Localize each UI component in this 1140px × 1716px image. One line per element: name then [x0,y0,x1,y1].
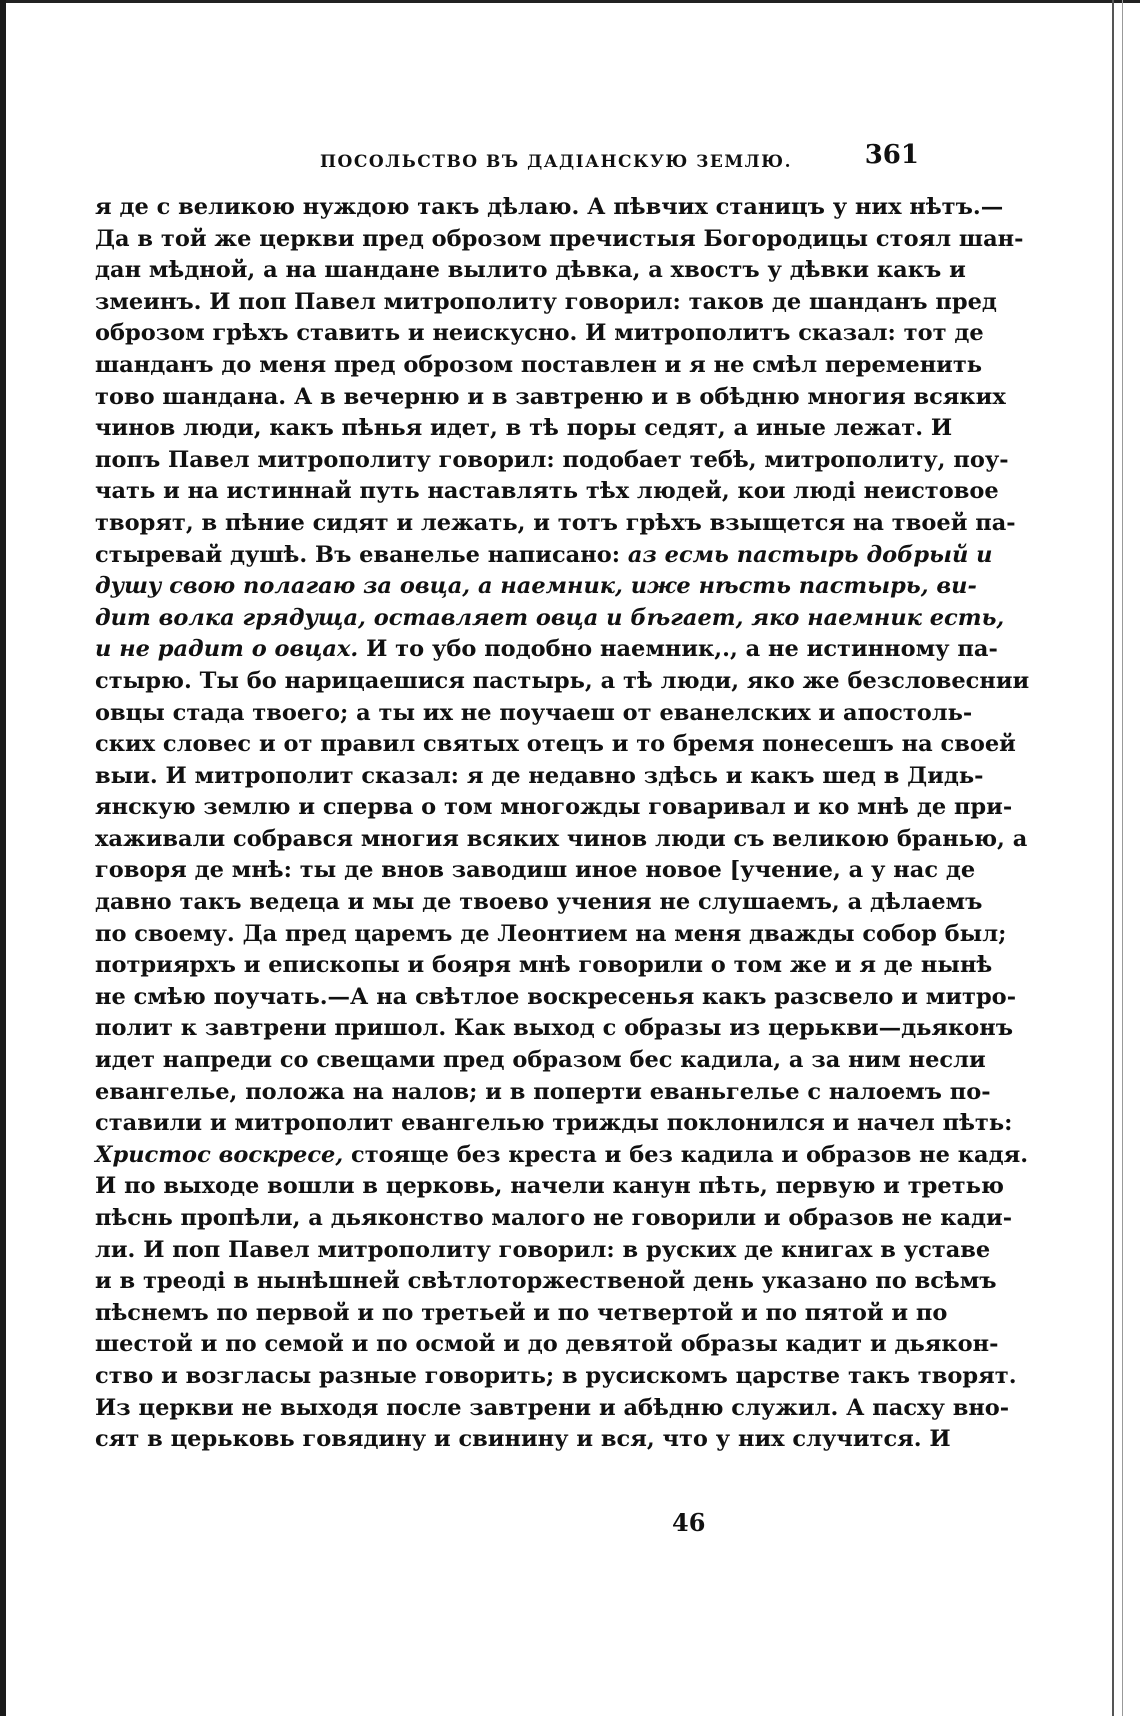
text-line: ли. И поп Павел митрополиту говорил: в руских де книгах в уставе [95,1236,991,1263]
text-line: Да в той же церкви пред оброзом пречистыя Богородицы стоял шан- [95,225,1024,252]
text-line: ских словес и от правил святых отецъ и то бремя понесешъ на своей [95,731,1016,758]
text-line: дан мѣдной, а на шандане вылито дѣвка, а хвостъ у дѣвки какъ и [95,257,966,284]
text-line-italic [95,603,1005,635]
page-number: 361 [864,140,919,170]
text-line: пѣснь пропѣли, а дьяконство малого не говорили и образов не кади- [95,1205,1013,1231]
text-line: овцы стада твоего; а ты их не поучаеш от еванелских и апостоль- [95,699,973,726]
text-span: стояще без креста и без кадила и образов не кадя. [343,1141,1029,1168]
text-line: И по выходе вошли в церковь, начели канун пѣть, первую и третью [95,1173,1004,1200]
text-line: давно такъ ведеца и мы де твоево учения не слушаемъ, а дѣлаемъ [95,889,983,916]
italic-quote: дит волка грядуща, оставляет овца и бѣгает, яко наемник есть, [95,604,1005,631]
book-page [95,140,1030,1456]
text-line: выи. И митрополит сказал: я де недавно здѣсь и какъ шед в Дидь- [95,762,984,789]
text-line-mixed [95,540,993,572]
text-span: И то убо подобно наемник,., а не истинному па- [358,636,998,663]
running-head [95,140,923,186]
italic-quote: душу свою полагаю за овца, а наемник, иже нѣсть пастырь, ви- [95,573,977,600]
text-line-italic [95,571,977,603]
text-line: идет напреди со свещами пред образом бес кадила, а за ним несли [95,1047,986,1074]
text-line: чинов люди, какъ пѣнья идет, в тѣ поры седят, а иные лежат. И [95,415,953,442]
text-line: стырю. Ты бо нарицаешися пастырь, а тѣ люди, яко же безсловеснии [95,667,1030,694]
text-line: полит к завтрени пришол. Как выход с образы из церькви—дьяконъ [95,1015,1013,1042]
text-line: потриярхъ и епископы и бояря мнѣ говорили о том же и я де нынѣ [95,952,993,979]
scan-edge-top [0,0,1140,3]
text-line: хаживали собрався многия всяких чинов люди съ великою бранью, а [95,825,1028,852]
text-line: говоря де мнѣ: ты де внов заводиш иное новое [учение, а у нас де [95,857,976,884]
italic-quote: Христос воскресе, [95,1141,344,1168]
text-line: сят в церьковь говядину и свинину и вся, что у них случится. И [95,1426,951,1453]
text-line: творят, в пѣние сидят и лежать, и тотъ грѣхъ взыщется на твоей па- [95,509,1016,536]
running-title: ПОСОЛЬСТВО ВЪ ДАДІАНСКУЮ ЗЕМЛЮ. [320,152,792,172]
text-line: не смѣю поучать.—А на свѣтлое воскресенья какъ разсвело и митро- [95,983,1017,1010]
text-line-mixed [95,634,998,666]
text-line: шестой и по семой и по осмой и до девятой образы кадит и дьякон- [95,1331,999,1358]
text-line: янскую землю и сперва о том многожды говаривал и ко мнѣ де при- [95,794,1013,821]
text-line: шанданъ до меня пред оброзом поставлен и я не смѣл переменить [95,351,983,378]
signature-mark: 46 [672,1508,706,1537]
italic-quote: аз есмь пастырь добрый и [627,541,993,568]
text-line: попъ Павел митрополиту говорил: подобает тебѣ, митрополиту, поу- [95,446,1009,473]
text-line: тово шандана. А в вечерню и в завтреню и в обѣдню многия всяких [95,383,1006,410]
text-line: я де с великою нуждою такъ дѣлаю. А пѣвчих станицъ у них нѣтъ.— [95,194,1004,220]
text-line: Из церкви не выходя после завтрени и абѣдню служил. А пасху вно- [95,1394,1010,1421]
scan-edge-right [1112,0,1114,1716]
text-line: ство и возгласы разные говорить; в русискомъ царстве такъ творят. [95,1362,1017,1389]
text-line: оброзом грѣхъ ставить и неискусно. И митрополитъ сказал: тот де [95,320,984,347]
text-line: чать и на истиннай путь наставлять тѣх людей, кои люді неистовое [95,478,999,505]
scan-edge-left [0,0,6,1716]
body-text [95,192,1030,1456]
text-line: ставили и митрополит евангелью трижды поклонился и начел пѣть: [95,1110,1013,1137]
text-line: и в треоді в нынѣшней свѣтлоторжественой день указано по всѣмъ [95,1268,997,1295]
text-line: пѣснемъ по первой и по третьей и по четвертой и по пятой и по [95,1299,948,1326]
scan-edge-right-inner [1122,0,1123,1716]
text-span: стыревай душѣ. Въ еванелье написано: [95,541,628,568]
text-line: по своему. Да пред царемъ де Леонтием на меня дважды собор был; [95,920,1007,947]
text-line: евангелье, положа на налов; и в поперти еваньгелье с налоемъ по- [95,1078,991,1105]
italic-quote: и не радит о овцах. [95,636,359,663]
text-line-mixed [95,1140,1029,1172]
text-line: змеинъ. И поп Павел митрополиту говорил: таков де шанданъ пред [95,288,997,315]
